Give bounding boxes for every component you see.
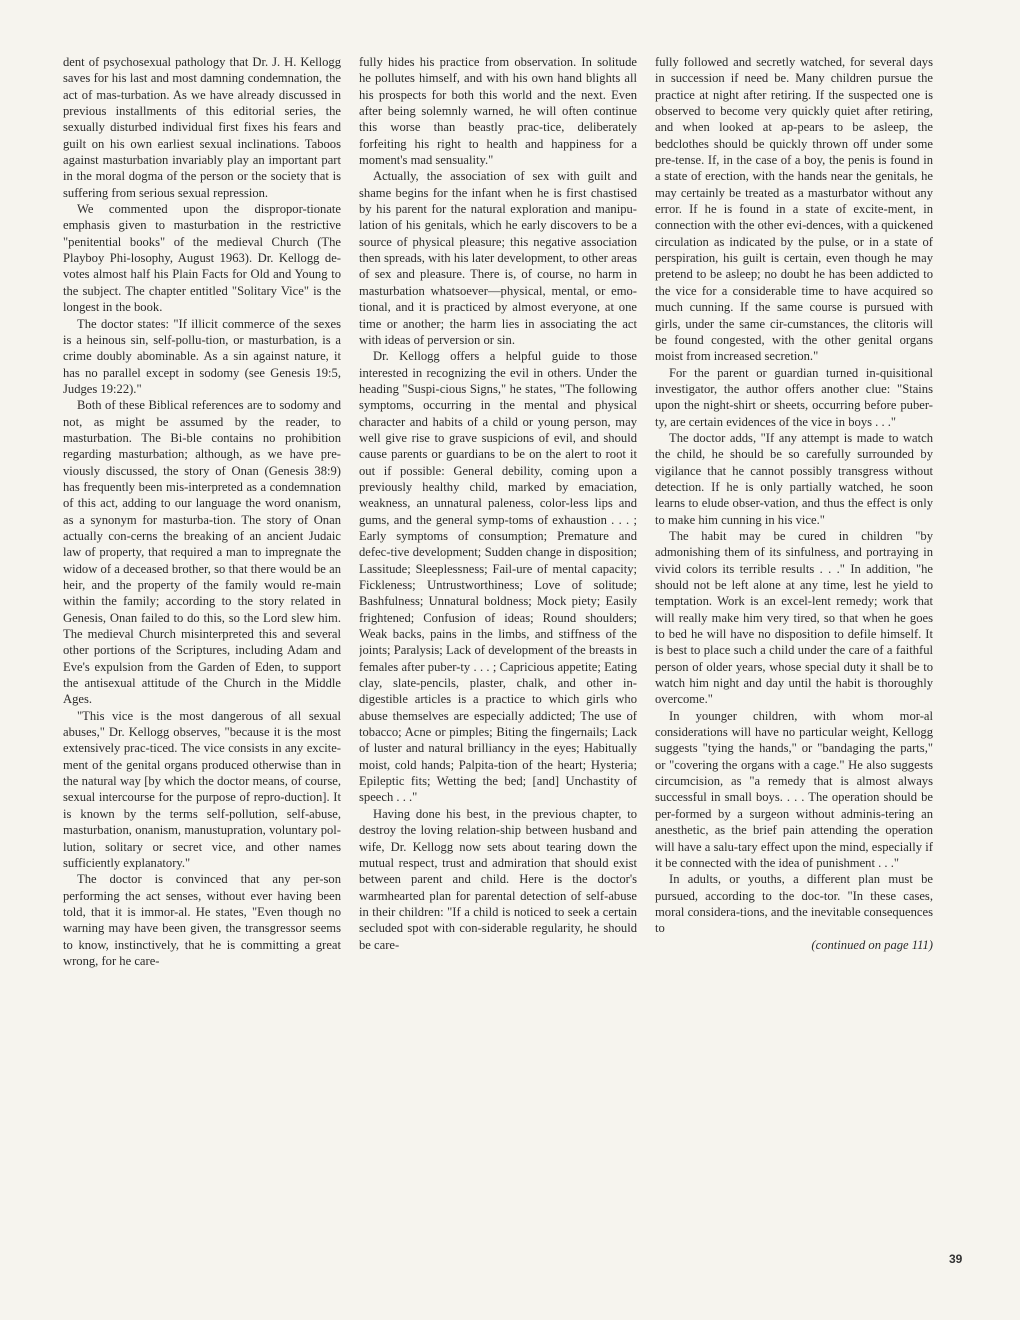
continuation-note: (continued on page 111) bbox=[811, 937, 933, 952]
paragraph: The habit may be cured in children "by admonishing them of its sinfulness, and portraying in vivid colors its terrible results . . ." In addition, "he should not be left alone at any time, lest he yield to temptation. Work is an excel-lent remedy; work that will really make him very tired, so that when he goes to bed he will have no disposition to defile himself. It is best to place such a child under the care of a faithful person of older years, whose special duty it shall be to watch him night and day until the habit is thoroughly overcome." bbox=[655, 528, 933, 707]
paragraph: "This vice is the most dangerous of all sexual abuses," Dr. Kellogg observes, "because it is the most extensively prac-ticed. The vice consists in any excite-ment of the genital organs produced otherwise than in the natural way [by which the doctor means, of course, sexual intercourse for the purpose of repro-duction]. It is known by the terms self-pollution, self-abuse, masturbation, onanism, manustupration, voluntary pol-lution, solitary or secret vice, and other names sufficiently explanatory." bbox=[63, 708, 341, 870]
paragraph: The doctor adds, "If any attempt is made to watch the child, he should be so carefully surrounded by vigilance that he cannot possibly transgress without detection. If he is only partially watched, he soon learns to elude obser-vation, and thus the effect is only to make him cunning in his vice." bbox=[655, 430, 933, 527]
paragraph: Both of these Biblical references are to sodomy and not, as might be assumed by the reader, to masturbation. The Bi-ble contains no prohibition regarding masturbation; although, as we have pre-viously discussed, the story of Onan (Genesis 38:9) has frequently been mis-interpreted as a condemnation of this act, adding to our language the word onanism, as a synonym for masturba-tion. The story of Onan actually con-cerns the breaking of an ancient Judaic law of property, that required a man to impregnate the widow of a deceased brother, so that there would be an heir, and the property of the family would re-main within the family; according to the story related in Genesis, Onan failed to do this, so the Lord slew him. The medieval Church misinterpreted this and several other portions of the Scriptures, including Adam and Eve's expulsion from the Garden of Eden, to support the antisexual attitude of the Church in the Middle Ages. bbox=[63, 398, 341, 707]
paragraph: In adults, or youths, a different plan must be pursued, according to the doc-tor. "In these cases, moral considera-tions, and the inevitable consequences to bbox=[655, 872, 933, 936]
paragraph: The doctor states: "If illicit commerce of the sexes is a heinous sin, self-pollu-tion, or masturbation, is a crime doubly abominable. As a sin against nature, it has no parallel except in sodomy (see Genesis 19:5, Judges 19:22)." bbox=[63, 316, 341, 396]
paragraph: Actually, the association of sex with guilt and shame begins for the infant when he is first chastised by his parent for the natural exploration and manipu-lation of his genitals, which he early discovers to be a source of physical pleasure; this negative association then spreads, with his later development, to other areas of sex and pleasure. There is, of course, no harm in masturbation whatsoever—physical, mental, or emo-tional, and it is practiced by almost everyone, at one time or another; the harm lies in associating the act with ideas of perversion or sin. bbox=[359, 169, 637, 347]
paragraph: Dr. Kellogg offers a helpful guide to those interested in recognizing the evil in others. Under the heading "Suspi-cious Signs," he states, "The following symptoms, occurring in the mental and physical character and habits of a child or young person, may well give rise to grave suspicions of evil, and should cause parents or guardians to be on the alert to root it out if possible: General debility, coming upon a previously healthy child, marked by emaciation, weakness, an unnatural paleness, color-less lips and gums, and the general symp-toms of exhaustion . . . ; Early symptoms of consumption; Premature and defec-tive development; Sudden change in disposition; Lassitude; Sleeplessness; Fail-ure of mental capacity; Fickleness; Untrustworthiness; Love of solitude; Bashfulness; Unnatural boldness; Mock piety; Easily frightened; Confusion of ideas; Round shoulders; Weak backs, pains in the limbs, and stiffness of the joints; Paralysis; Lack of development of the breasts in females after puber-ty . . . ; Capricious appetite; Eating clay, slate-pencils, plaster, chalk, and other in-digestible articles is a practice to which girls who abuse themselves are especially addicted; The use of tobacco; Acne or pimples; Biting the fingernails; Lack of luster and natural brilliancy in the eyes; Habitually moist, cold hands; Palpita-tion of the heart; Hysteria; Epileptic fits; Wetting the bed; [and] Unchastity of speech . . ." bbox=[359, 349, 637, 805]
paragraph: The doctor is convinced that any per-son performing the act senses, without ever having been told, that it is immor-al. He states, "Even though no warning may have been given, the transgressor seems to know, instinctively, that he is committing a great wrong, for he care- bbox=[63, 872, 341, 968]
page-number: 39 bbox=[949, 1252, 963, 1266]
text-column-2 bbox=[359, 54, 637, 1284]
paragraph: Having done his best, in the previous chapter, to destroy the loving relation-ship between husband and wife, Dr. Kellogg now sets about tearing down the mutual respect, trust and admiration that should exist between parent and child. Here is the doctor's warmhearted plan for parental detection of self-abuse in their children: "If a child is noticed to seek a certain secluded spot with con-siderable regularity, he should be care- bbox=[359, 806, 637, 952]
paragraph: dent of psychosexual pathology that Dr. J. H. Kellogg saves for his last and most damning condemnation, the act of mas-turbation. As we have already discussed in previous installments of this editorial series, the sexually disturbed individual first fixes his fears and guilt on his own earliest sexual inclinations. Taboos against masturbation invariably play an important part in the moral dogma of the person or the society that is suffering from serious sexual repression. bbox=[63, 55, 341, 200]
paragraph: fully hides his practice from observation. In solitude he pollutes himself, and with his own hand blights all his prospects for both this world and the next. Even after being solemnly warned, he will often continue this worse than beastly prac-tice, deliberately forfeiting his right to health and happiness for a moment's mad sensuality." bbox=[359, 55, 637, 168]
paragraph: fully followed and secretly watched, for several days in succession if need be. Many children pursue the practice at night after retiring. If the suspected one is observed to become very quickly quiet after retiring, and when looked at ap-pears to be asleep, the bedclothes should be quickly thrown off under some pre-tense. If, in the case of a boy, the penis is found in a state of erection, with the hands near the genitals, he may certainly be treated as a masturbator without any error. If he is found in a state of excite-ment, in connection with the other evi-dences, with a quickened circulation as indicated by the pulse, or in a state of perspiration, his guilt is certain, even though he may pretend to be asleep; no doubt he has been addicted to the vice for a considerable time to have acquired so much cunning. If the same course is pursued with girls, under the same cir-cumstances, the clitoris will be found congested, with the other genital organs moist from increased secretion." bbox=[655, 55, 933, 364]
text-column-1 bbox=[63, 54, 341, 1284]
text-column-3 bbox=[655, 54, 933, 1284]
paragraph: For the parent or guardian turned in-quisitional investigator, the author offers another clue: "Stains upon the night-shirt or sheets, occurring before puber-ty, are certain evidences of the vice in boys . . ." bbox=[655, 365, 933, 429]
paragraph: We commented upon the dispropor-tionate emphasis given to masturbation in the restrictive "penitential books" of the medieval Church (The Playboy Phi-losophy, August 1963). Dr. Kellogg de-votes almost half his Plain Facts for Old and Young to the subject. The chapter entitled "Solitary Vice" is the longest in the book. bbox=[63, 202, 341, 315]
paragraph: In younger children, with whom mor-al considerations will have no particular weight, Kellogg suggests "tying the hands," or "bandaging the parts," or "covering the organs with a cage." He also suggests circumcision, as "a remedy that is almost always successful in small boys. . . . The operation should be per-formed by a surgeon without adminis-tering an anesthetic, as the brief pain attending the operation will have a salu-tary effect upon the mind, especially if it be connected with the idea of punishment . . ." bbox=[655, 708, 933, 870]
